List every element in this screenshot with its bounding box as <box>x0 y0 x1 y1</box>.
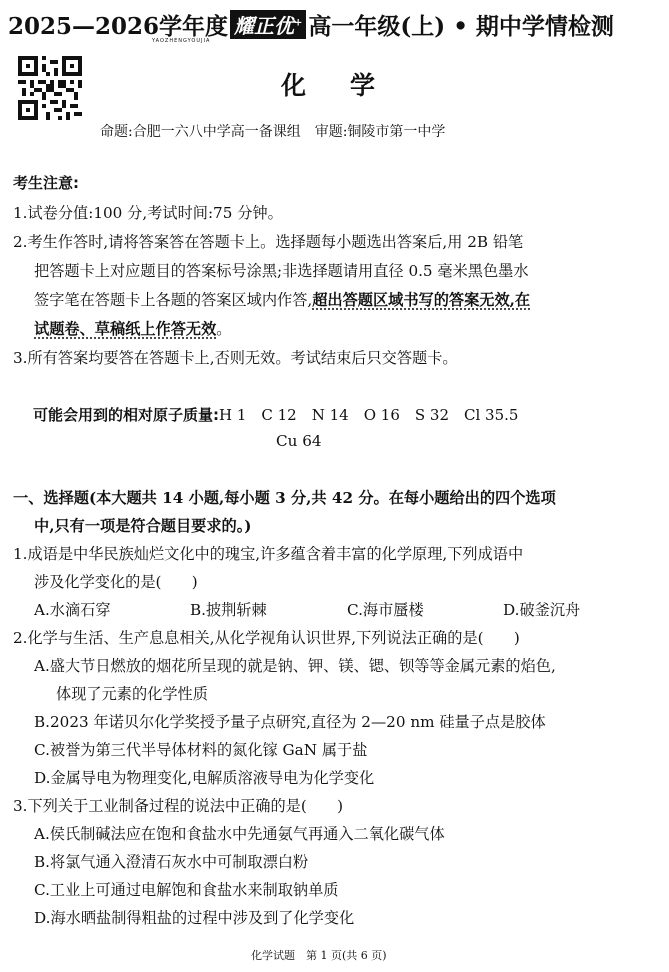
notice-title: 考生注意: <box>13 174 79 192</box>
section-title-line-1: 一、选择题(本大题共 14 小题,每小题 3 分,共 42 分。在每小题给出的四个选项 <box>13 489 556 507</box>
header-years: 2025—2026 <box>8 13 160 40</box>
notice-emphasis-2: 试题卷、草稿纸上作答无效 <box>34 320 217 338</box>
notice-emphasis-1: 超出答题区域书写的答案无效,在 <box>312 291 531 309</box>
header-mid: 学年度 <box>159 13 229 40</box>
section-title-line-2: 中,只有一项是符合题目要求的。) <box>34 517 252 535</box>
notice-item-2-line-3: 签字笔在答题卡上各题的答案区域内作答,超出答题区域书写的答案无效,在 <box>34 291 531 309</box>
notice-item-2-line-2: 把答题卡上对应题目的答案标号涂黑;非选择题请用直径 0.5 毫米黑色墨水 <box>34 262 529 280</box>
atomic-masses <box>33 404 518 425</box>
atomic-masses-label: 可能会用到的相对原子质量: <box>33 406 219 424</box>
question-1-stem-2: 涉及化学变化的是( ) <box>34 573 198 591</box>
question-1-stem-1: 1.成语是中华民族灿烂文化中的瑰宝,许多蕴含着丰富的化学原理,下列成语中 <box>13 545 524 563</box>
question-1-option-c: C.海市蜃楼 <box>347 601 424 619</box>
header-grade: 高一年级(上) <box>308 13 446 40</box>
credits-line: 命题:合肥一六八中学高一备课组 审题:铜陵市第一中学 <box>100 124 446 140</box>
question-1-option-b: B.披荆斩棘 <box>190 601 267 619</box>
question-2-stem: 2.化学与生活、生产息息相关,从化学视角认识世界,下列说法正确的是( ) <box>13 629 520 647</box>
question-3-option-d: D.海水晒盐制得粗盐的过程中涉及到了化学变化 <box>34 909 355 927</box>
exam-header <box>8 8 614 41</box>
brand-logo: 耀正优+ <box>230 10 306 39</box>
notice-item-2-line-4: 试题卷、草稿纸上作答无效。 <box>34 320 232 338</box>
question-3-option-b: B.将氯气通入澄清石灰水中可制取漂白粉 <box>34 853 309 871</box>
question-2-option-c: C.被誉为第三代半导体材料的氮化镓 GaN 属于盐 <box>34 741 368 759</box>
question-3-option-c: C.工业上可通过电解饱和食盐水来制取钠单质 <box>34 881 339 899</box>
page-footer: 化学试题 第 1 页(共 6 页) <box>251 949 387 962</box>
notice-item-1: 1.试卷分值:100 分,考试时间:75 分钟。 <box>13 204 283 222</box>
question-2-option-a-1: A.盛大节日燃放的烟花所呈现的就是钠、钾、镁、锶、钡等等金属元素的焰色, <box>34 657 556 675</box>
question-1-option-a: A.水滴石穿 <box>34 601 111 619</box>
atomic-masses-values-2: Cu 64 <box>276 432 322 450</box>
question-2-option-a-2: 体现了元素的化学性质 <box>56 685 208 703</box>
question-3-option-a: A.侯氏制碱法应在饱和食盐水中先通氨气再通入二氧化碳气体 <box>34 825 445 843</box>
notice-item-3: 3.所有答案均要答在答题卡上,否则无效。考试结束后只交答题卡。 <box>13 349 458 367</box>
question-3-stem: 3.下列关于工业制备过程的说法中正确的是( ) <box>13 797 344 815</box>
question-2-option-d: D.金属导电为物理变化,电解质溶液导电为化学变化 <box>34 769 375 787</box>
header-exam: 期中学情检测 <box>475 13 614 40</box>
question-1-option-d: D.破釜沉舟 <box>503 601 581 619</box>
subject-title: 化学 <box>281 71 420 100</box>
qr-code-icon <box>18 56 82 120</box>
brand-subtitle: YAOZHENGYOUJIA <box>152 38 211 44</box>
atomic-masses-values: H 1 C 12 N 14 O 16 S 32 Cl 35.5 <box>219 406 519 424</box>
header-dot: • <box>453 13 468 40</box>
question-2-option-b: B.2023 年诺贝尔化学奖授予量子点研究,直径为 2—20 nm 硅量子点是胶体 <box>34 713 546 731</box>
notice-item-2-line-1: 2.考生作答时,请将答案答在答题卡上。选择题每小题选出答案后,用 2B 铅笔 <box>13 233 524 251</box>
